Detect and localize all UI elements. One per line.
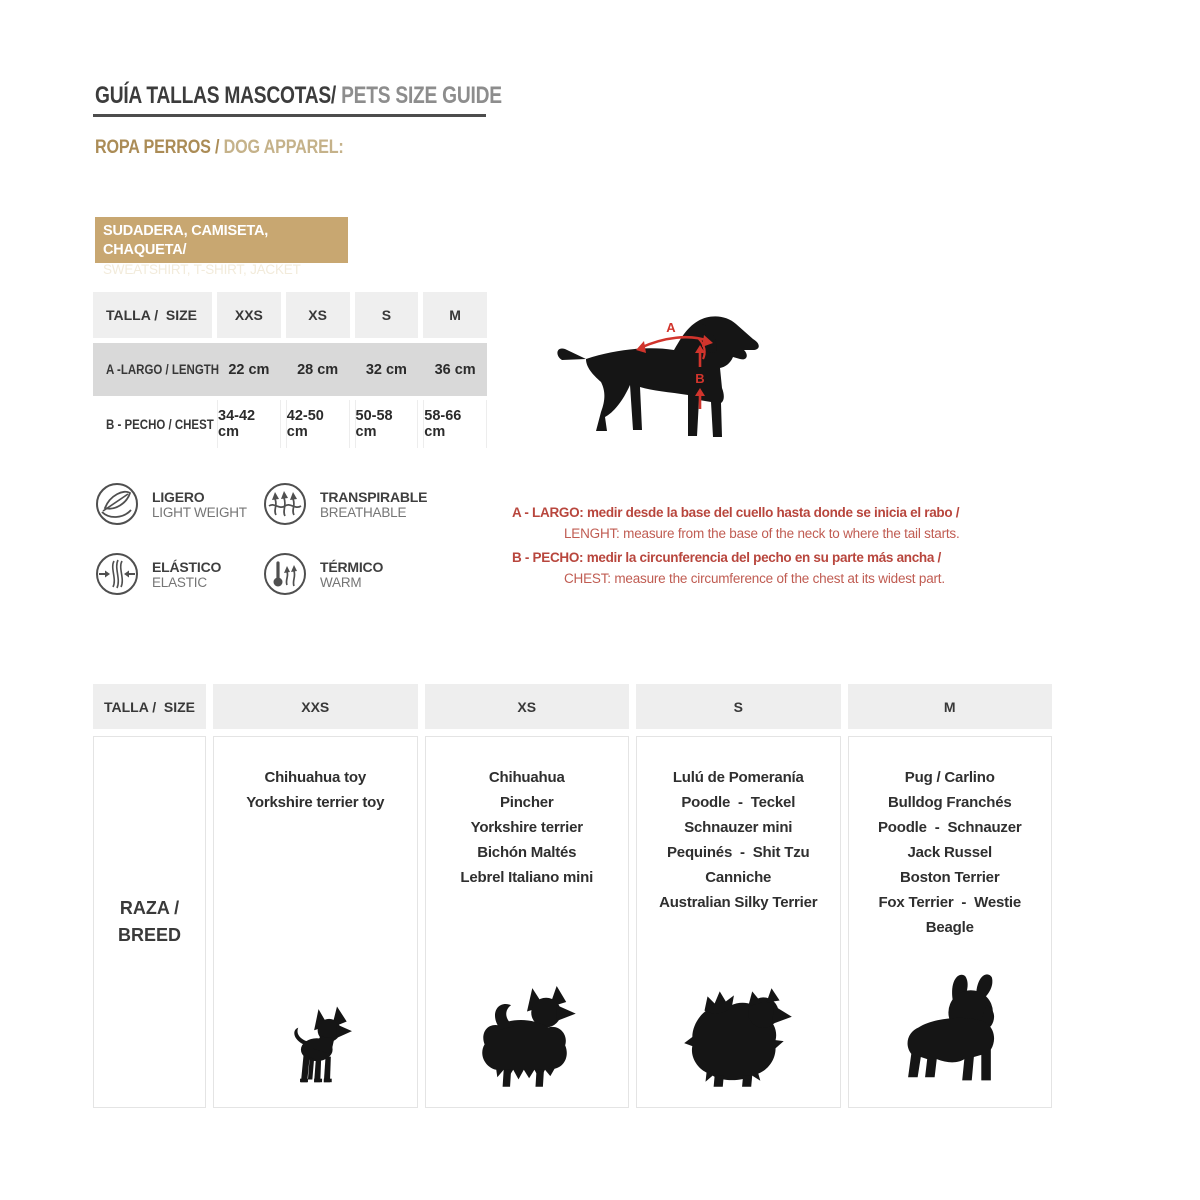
banner-line-spanish: SUDADERA, CAMISETA, CHAQUETA/ — [103, 223, 269, 258]
size-col-s: S — [355, 292, 419, 338]
garment-type-banner — [95, 217, 348, 277]
breed-item: Lulú de Pomeranía — [672, 769, 804, 786]
breed-item: Australian Silky Terrier — [659, 894, 818, 911]
chest-row-label: B - PECHO / CHEST — [106, 416, 214, 432]
breed-list-s — [637, 737, 840, 915]
labrador-silhouette — [552, 303, 777, 451]
chihuahua-silhouette — [271, 1003, 359, 1091]
feature-warm — [263, 552, 383, 596]
breed-item: Poodle - Teckel — [681, 794, 796, 811]
breed-item: Yorkshire terrier toy — [246, 794, 385, 811]
breed-item: Schnauzer mini — [684, 819, 793, 836]
breed-item: Boston Terrier — [900, 869, 1000, 886]
subtitle-spanish: ROPA PERROS / — [95, 137, 224, 158]
arrow-a-label: A — [666, 320, 676, 335]
breed-cell-xxs — [213, 736, 418, 1108]
size-table-header-row — [93, 292, 487, 338]
length-xs: 28 cm — [297, 361, 339, 378]
breed-item: Bulldog Franchés — [888, 794, 1012, 811]
breed-cell-xs — [425, 736, 630, 1108]
breed-item: Fox Terrier - Westie — [878, 894, 1022, 911]
breed-item: Beagle — [925, 919, 974, 936]
size-col-m: M — [423, 292, 487, 338]
size-measurement-table — [93, 292, 487, 448]
french-bulldog-silhouette — [889, 969, 1011, 1091]
measuring-diagram — [552, 303, 777, 451]
feature-breathable — [263, 482, 427, 526]
feature-name-en: ELASTIC — [152, 574, 207, 590]
feather-icon — [95, 482, 139, 526]
breed-item: Chihuahua — [488, 769, 565, 786]
breed-item: Lebrel Italiano mini — [460, 869, 594, 886]
banner-line-english: SWEATSHIRT, T-SHIRT, JACKET — [103, 262, 301, 277]
feature-name-es: LIGERO — [152, 488, 205, 505]
breed-item: Canniche — [705, 869, 772, 886]
feature-name-es: ELÁSTICO — [152, 558, 222, 575]
breed-row-label-es: RAZA / — [119, 898, 180, 918]
length-s: 32 cm — [365, 361, 407, 378]
breed-item: Poodle - Schnauzer — [877, 819, 1022, 836]
breed-item: Yorkshire terrier — [470, 819, 583, 836]
feature-name-en: LIGHT WEIGHT — [152, 504, 247, 520]
yorkshire-silhouette — [468, 985, 586, 1091]
title-english: PETS SIZE GUIDE — [336, 82, 502, 109]
breed-item: Jack Russel — [907, 844, 993, 861]
breed-item: Pequinés - Shit Tzu — [667, 844, 810, 861]
breed-cell-m — [848, 736, 1053, 1108]
breed-item: Bichón Maltés — [477, 844, 577, 861]
breed-cell-s — [636, 736, 841, 1108]
feature-name-es: TRANSPIRABLE — [320, 488, 428, 505]
length-xxs: 22 cm — [228, 361, 270, 378]
measuring-notes — [512, 502, 990, 592]
breed-table-header-label: TALLA / SIZE — [93, 684, 206, 729]
breed-col-s: S — [636, 684, 841, 729]
title-spanish: GUÍA TALLAS MASCOTAS/ — [95, 82, 336, 109]
size-col-xs: XS — [286, 292, 350, 338]
note-chest — [512, 547, 990, 589]
note-length-en: LENGHT: measure from the base of the neck to where the tail starts. — [564, 526, 960, 541]
feature-name-en: BREATHABLE — [320, 504, 407, 520]
breed-table — [93, 684, 1052, 1108]
note-length — [512, 502, 990, 544]
length-m: 36 cm — [434, 361, 476, 378]
breed-item: Pincher — [499, 794, 554, 811]
breed-list-m — [849, 737, 1052, 940]
thermal-icon — [263, 552, 307, 596]
note-chest-en: CHEST: measure the circumference of the chest at its widest part. — [564, 571, 945, 586]
arrow-b-label: B — [695, 371, 705, 386]
breed-item: Pug / Carlino — [904, 769, 995, 786]
chest-xxs: 34-42 cm — [217, 400, 281, 448]
breed-row-label-en: BREED — [117, 925, 181, 945]
breed-list-xs — [426, 737, 629, 890]
breed-col-xs: XS — [425, 684, 630, 729]
length-row — [93, 343, 487, 396]
feature-lightweight — [95, 482, 247, 526]
chest-s: 50-58 cm — [355, 400, 419, 448]
section-subtitle — [95, 137, 388, 159]
feature-name-es: TÉRMICO — [320, 558, 384, 575]
chest-row — [93, 400, 487, 448]
size-col-xxs: XXS — [217, 292, 281, 338]
breed-row-label — [93, 736, 206, 1108]
title-underline — [93, 114, 486, 117]
chest-xs: 42-50 cm — [286, 400, 350, 448]
chest-m: 58-66 cm — [423, 400, 487, 448]
note-length-es: A - LARGO: medir desde la base del cuello hasta donde se inicia el rabo / — [512, 505, 960, 520]
breed-item: Chihuahua toy — [264, 769, 367, 786]
page-title — [95, 82, 595, 110]
pomeranian-silhouette — [672, 979, 804, 1091]
feature-name-en: WARM — [320, 574, 362, 590]
length-row-label: A -LARGO / LENGTH — [106, 362, 220, 377]
breed-col-xxs: XXS — [213, 684, 418, 729]
size-table-header-label: TALLA / SIZE — [93, 292, 212, 338]
breed-col-m: M — [848, 684, 1053, 729]
elastic-icon — [95, 552, 139, 596]
note-chest-es: B - PECHO: medir la circunferencia del pecho en su parte más ancha / — [512, 550, 941, 565]
breathable-icon — [263, 482, 307, 526]
feature-elastic — [95, 552, 221, 596]
subtitle-english: DOG APPAREL: — [223, 137, 344, 158]
breed-table-header-row — [93, 684, 1052, 729]
breed-table-body — [93, 736, 1052, 1108]
breed-list-xxs — [214, 737, 417, 815]
